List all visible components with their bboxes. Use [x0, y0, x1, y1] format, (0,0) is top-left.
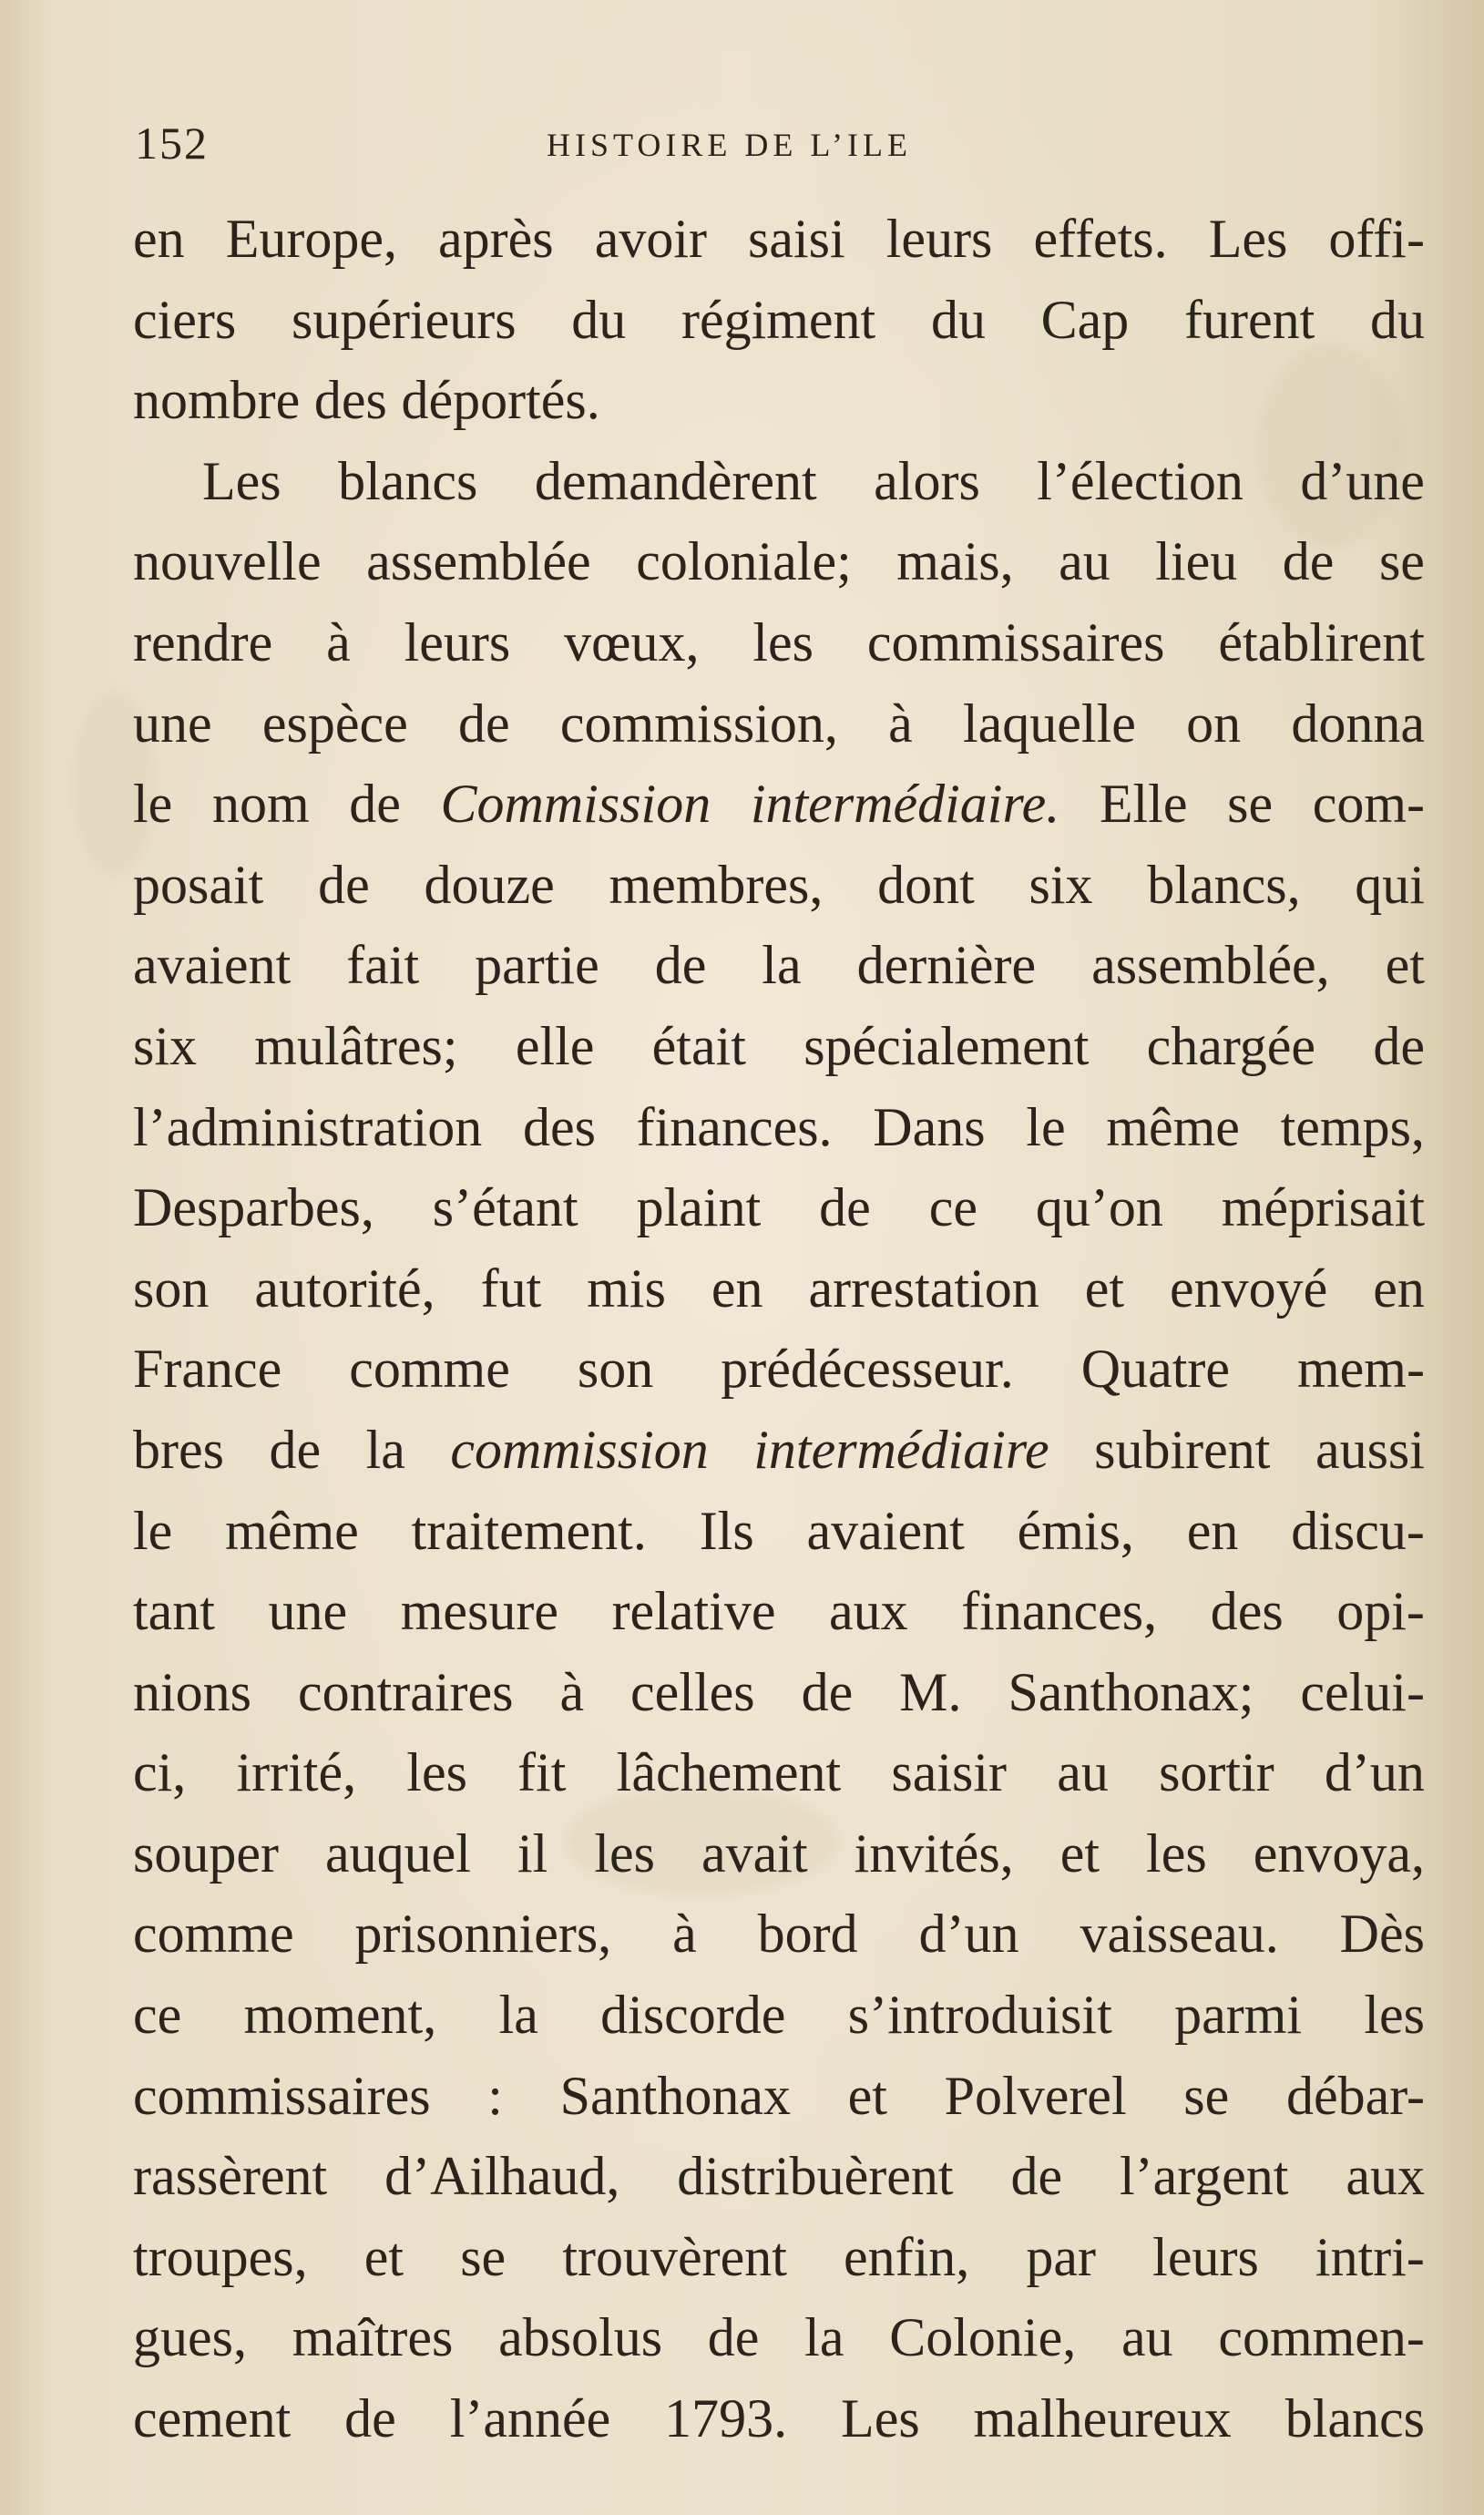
word: Polverel: [944, 2065, 1127, 2126]
page-number: 152: [135, 118, 209, 169]
word: au: [1121, 2307, 1173, 2368]
word: nombre: [133, 370, 301, 431]
word: mis: [587, 1258, 666, 1319]
word: avaient: [133, 935, 292, 996]
word: rassèrent: [133, 2146, 328, 2207]
word: le: [1026, 1096, 1066, 1157]
word: douze: [424, 854, 555, 915]
word: parmi: [1174, 1985, 1303, 2046]
word: et: [1059, 1822, 1100, 1884]
text-line: [133, 199, 1425, 280]
body-text: [133, 199, 1425, 2459]
word: prisonniers,: [354, 1904, 612, 1965]
word: nions: [133, 1661, 252, 1722]
word: leurs: [1152, 2226, 1259, 2287]
word: irrité,: [236, 1742, 357, 1803]
word: envoyé: [1170, 1258, 1328, 1319]
word: à: [672, 1904, 697, 1965]
word: celles: [630, 1661, 755, 1722]
word: commissaires: [866, 611, 1165, 672]
word: :: [487, 2065, 503, 2126]
text-line: [133, 521, 1425, 602]
text-line: [133, 1410, 1425, 1491]
word: lieu: [1155, 531, 1238, 592]
word: invités,: [854, 1822, 1014, 1884]
word: assemblée,: [1091, 935, 1330, 996]
word: fit: [517, 1742, 567, 1803]
text-line: [133, 2217, 1425, 2298]
word: qu’on: [1035, 1177, 1163, 1238]
text-line: [133, 602, 1425, 683]
word: au: [1057, 1742, 1109, 1803]
word: elle: [515, 1015, 595, 1076]
word: d’une: [1300, 450, 1425, 511]
word: de: [318, 854, 370, 915]
word: vœux,: [564, 611, 700, 672]
word: saisi: [748, 209, 845, 269]
text-line: [133, 360, 1425, 441]
word: souper: [133, 1822, 279, 1884]
text-line: [133, 1006, 1425, 1087]
word: d’un: [918, 1904, 1019, 1965]
word: M.: [899, 1661, 962, 1722]
word: subirent: [1094, 1419, 1271, 1480]
word: six: [133, 1015, 198, 1076]
word: son: [577, 1339, 654, 1400]
word: se: [1378, 531, 1425, 592]
word: les: [406, 1742, 467, 1803]
word: partie: [475, 935, 599, 996]
word: envoya,: [1253, 1822, 1425, 1884]
word: mem-: [1296, 1339, 1425, 1400]
word: contraires: [297, 1661, 514, 1722]
word: nouvelle: [133, 531, 322, 592]
word: en: [1186, 1500, 1239, 1561]
word: d’Ailhaud,: [384, 2146, 620, 2207]
word: fait: [346, 935, 420, 996]
word: blancs: [1284, 2388, 1425, 2449]
word: et: [1385, 935, 1425, 996]
word: donna: [1291, 693, 1425, 754]
word: avaient: [806, 1500, 965, 1561]
word: autorité,: [254, 1258, 435, 1319]
word: espèce: [261, 693, 408, 754]
word: du: [930, 289, 986, 350]
word: même: [1106, 1096, 1240, 1157]
word: arrestation: [808, 1258, 1039, 1319]
word: Santhonax;: [1008, 1661, 1254, 1722]
word: par: [1026, 2226, 1097, 2287]
word: de: [707, 2307, 760, 2368]
word: bord: [757, 1904, 858, 1965]
text-line: [133, 1571, 1425, 1652]
word: à: [888, 693, 913, 754]
word: qui: [1355, 854, 1425, 915]
word: membres,: [609, 854, 824, 915]
text-line: [133, 2297, 1425, 2378]
word: enfin,: [844, 2226, 970, 2287]
word: de: [1010, 2146, 1063, 2207]
word: méprisait: [1221, 1177, 1425, 1238]
word: mulâtres;: [254, 1015, 458, 1076]
word: distribuèrent: [677, 2146, 954, 2207]
word: vaisseau.: [1080, 1904, 1279, 1965]
word: mais,: [896, 531, 1014, 592]
word: l’année: [449, 2388, 611, 2449]
word: l’administration: [133, 1096, 483, 1157]
word: effets.: [1033, 209, 1168, 269]
word: de: [801, 1661, 854, 1722]
word: finances,: [961, 1581, 1158, 1642]
word: avait: [701, 1822, 808, 1884]
word: Commission: [440, 774, 711, 835]
word: Ils: [699, 1500, 754, 1561]
word: les: [752, 611, 814, 672]
running-head-title: HISTOIRE DE L’ILE: [547, 127, 912, 163]
word: lâchement: [616, 1742, 842, 1803]
word: intermédiaire: [753, 1419, 1049, 1480]
text-line: [133, 1975, 1425, 2056]
word: finances.: [636, 1096, 833, 1157]
word: spécialement: [803, 1015, 1090, 1076]
word: maîtres: [292, 2307, 454, 2368]
word: il: [517, 1822, 548, 1884]
word: blancs,: [1147, 854, 1301, 915]
word: de: [457, 693, 510, 754]
word: en: [711, 1258, 763, 1319]
word: prédécesseur.: [721, 1339, 1014, 1400]
text-line: [133, 764, 1425, 845]
word: à: [559, 1661, 585, 1722]
word: Les: [202, 450, 281, 511]
word: supérieurs: [291, 289, 517, 350]
text-line: [133, 1248, 1425, 1329]
word: Quatre: [1080, 1339, 1230, 1400]
word: même: [225, 1500, 359, 1561]
text-line: [133, 1087, 1425, 1168]
word: aux: [829, 1581, 908, 1642]
word: discu-: [1291, 1500, 1425, 1561]
word: régiment: [681, 289, 876, 350]
word: Desparbes,: [133, 1177, 374, 1238]
word: opi-: [1336, 1581, 1425, 1642]
word: commission: [450, 1419, 709, 1480]
word: gues,: [133, 2307, 247, 2368]
word: demandèrent: [534, 450, 817, 511]
word: sortir: [1159, 1742, 1274, 1803]
word: commen-: [1218, 2307, 1425, 2368]
word: six: [1029, 854, 1093, 915]
word: dernière: [856, 935, 1037, 996]
word: 1793.: [664, 2388, 788, 2449]
word: Colonie,: [889, 2307, 1077, 2368]
word: absolus: [498, 2307, 663, 2368]
word: discorde: [600, 1985, 786, 2046]
word: troupes,: [133, 2226, 308, 2287]
word: plaint: [636, 1177, 762, 1238]
word: ce: [133, 1985, 182, 2046]
word: fut: [480, 1258, 542, 1319]
word: mesure: [400, 1581, 559, 1642]
word: rendre: [133, 611, 273, 672]
word: émis,: [1017, 1500, 1134, 1561]
word: chargée: [1146, 1015, 1316, 1076]
text-line: [133, 1329, 1425, 1410]
word: Europe,: [225, 209, 397, 269]
text-line: [133, 1732, 1425, 1813]
word: s’introduisit: [847, 1985, 1112, 2046]
word: l’argent: [1119, 2146, 1289, 2207]
word: une: [133, 693, 212, 754]
word: débar-: [1285, 2065, 1425, 2126]
word: en: [1373, 1258, 1425, 1319]
word: posait: [133, 854, 264, 915]
word: et: [1084, 1258, 1125, 1319]
word: la: [762, 935, 802, 996]
word: Cap: [1040, 289, 1130, 350]
word: Dans: [873, 1096, 986, 1157]
text-line: [133, 1167, 1425, 1248]
word: au: [1059, 531, 1110, 592]
text-line: [133, 2056, 1425, 2137]
running-head: [135, 117, 1428, 171]
word: à: [326, 611, 351, 672]
word: trouvèrent: [562, 2226, 787, 2287]
word: blancs: [338, 450, 478, 511]
word: des: [313, 370, 387, 431]
word: de: [349, 774, 401, 835]
word: alors: [874, 450, 980, 511]
word: la: [804, 2307, 844, 2368]
word: l’élection: [1037, 450, 1243, 511]
word: Les: [1208, 209, 1288, 269]
word: coloniale;: [636, 531, 852, 592]
word: le: [133, 774, 173, 835]
word: temps,: [1280, 1096, 1425, 1157]
word: comme: [133, 1904, 294, 1965]
word: nom: [211, 774, 310, 835]
word: laquelle: [962, 693, 1136, 754]
word: était: [651, 1015, 746, 1076]
text-line: [133, 683, 1425, 765]
word: tant: [133, 1581, 215, 1642]
word: et: [363, 2226, 404, 2287]
text-line: [133, 1813, 1425, 1894]
text-line: [133, 1491, 1425, 1572]
word: une: [268, 1581, 348, 1642]
word: en: [133, 209, 185, 269]
word: de: [819, 1177, 871, 1238]
word: Elle: [1099, 774, 1188, 835]
word: avoir: [594, 209, 707, 269]
word: du: [571, 289, 627, 350]
word: après: [438, 209, 554, 269]
word: Dès: [1339, 1904, 1425, 1965]
word: son: [133, 1258, 210, 1319]
word: d’un: [1324, 1742, 1425, 1803]
word: France: [133, 1339, 282, 1400]
word: de: [269, 1419, 322, 1480]
word: ciers: [133, 289, 237, 350]
word: on: [1186, 693, 1242, 754]
text-line: [133, 2136, 1425, 2217]
word: offi-: [1328, 209, 1425, 269]
word: se: [1227, 774, 1274, 835]
word: se: [460, 2226, 507, 2287]
word: moment,: [243, 1985, 437, 2046]
text-line: [133, 925, 1425, 1006]
word: du: [1369, 289, 1425, 350]
word: les: [1146, 1822, 1207, 1884]
word: comme: [349, 1339, 510, 1400]
word: ci,: [133, 1742, 187, 1803]
word: les: [1364, 1985, 1425, 2046]
word: se: [1183, 2065, 1230, 2126]
word: les: [594, 1822, 655, 1884]
word: auquel: [325, 1822, 471, 1884]
word: aussi: [1315, 1419, 1425, 1480]
word: établirent: [1218, 611, 1425, 672]
word: cement: [133, 2388, 292, 2449]
text-line: [133, 1652, 1425, 1733]
word: traitement.: [411, 1500, 647, 1561]
word: Les: [841, 2388, 920, 2449]
word: celui-: [1300, 1661, 1425, 1722]
word: bres: [133, 1419, 224, 1480]
word: s’étant: [432, 1177, 578, 1238]
text-line: [133, 441, 1425, 522]
word: la: [365, 1419, 405, 1480]
word: des: [1210, 1581, 1284, 1642]
text-line: [133, 280, 1425, 361]
word: saisir: [891, 1742, 1008, 1803]
word: de: [1373, 1015, 1425, 1076]
word: de: [1282, 531, 1335, 592]
word: dont: [877, 854, 975, 915]
word: malheureux: [973, 2388, 1232, 2449]
word: ce: [928, 1177, 977, 1238]
word: de: [344, 2388, 396, 2449]
text-line: [133, 1894, 1425, 1975]
text-line: [133, 845, 1425, 926]
word: intri-: [1315, 2226, 1425, 2287]
word: commission,: [559, 693, 838, 754]
word: des: [522, 1096, 596, 1157]
word: le: [133, 1500, 173, 1561]
word: leurs: [404, 611, 511, 672]
word: assemblée: [366, 531, 591, 592]
word: aux: [1346, 2146, 1425, 2207]
word: déportés.: [401, 370, 600, 431]
word: et: [847, 2065, 887, 2126]
word: commissaires: [133, 2065, 431, 2126]
word: intermédiaire.: [750, 774, 1060, 835]
word: Santhonax: [559, 2065, 791, 2126]
word: furent: [1184, 289, 1315, 350]
word: com-: [1312, 774, 1425, 835]
word: de: [654, 935, 707, 996]
text-line: [133, 2378, 1425, 2459]
word: leurs: [885, 209, 993, 269]
word: la: [498, 1985, 538, 2046]
word: relative: [611, 1581, 776, 1642]
